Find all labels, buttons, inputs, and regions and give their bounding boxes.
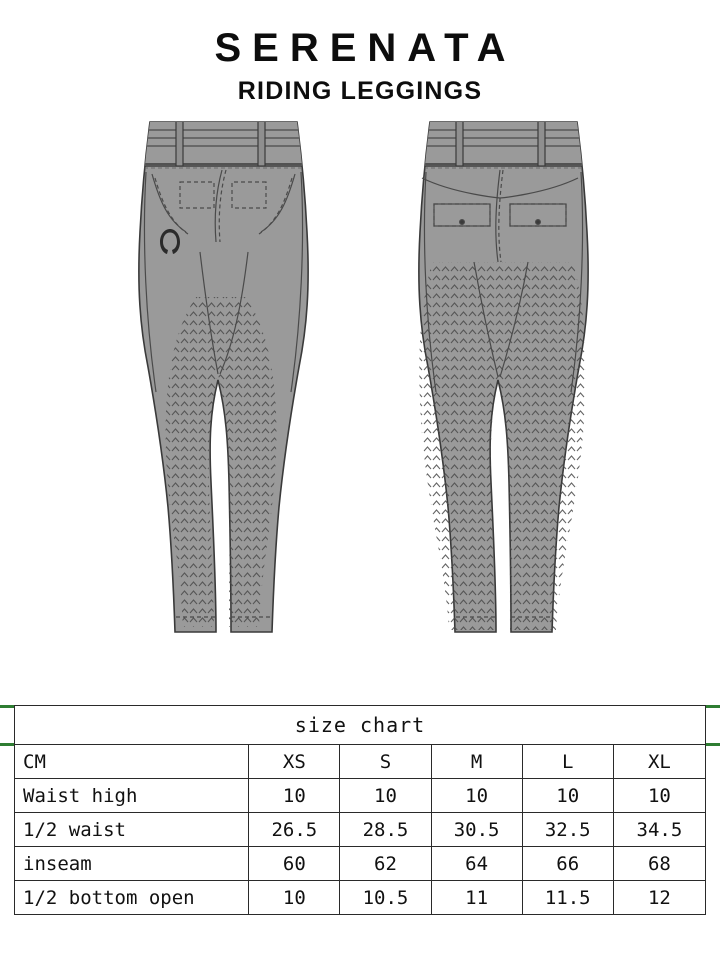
table-row [15, 847, 706, 881]
cell-bottom-open-xs: 10 [249, 881, 340, 915]
cell-inseam-xl: 68 [613, 847, 705, 881]
table-row [15, 779, 706, 813]
measure-label-inseam: inseam [15, 847, 249, 881]
size-header-xs: XS [249, 745, 340, 779]
accent-mark-top-right [706, 705, 720, 708]
size-header-s: S [340, 745, 431, 779]
cell-waist-high-m: 10 [431, 779, 522, 813]
size-chart [14, 705, 706, 915]
measure-label-half-bottom-open: 1/2 bottom open [15, 881, 249, 915]
cell-half-waist-xl: 34.5 [613, 813, 705, 847]
measure-label-half-waist: 1/2 waist [15, 813, 249, 847]
cell-bottom-open-xl: 12 [613, 881, 705, 915]
cell-half-waist-xs: 26.5 [249, 813, 340, 847]
cell-bottom-open-l: 11.5 [522, 881, 613, 915]
product-illustration [0, 112, 720, 672]
leggings-back-view [410, 118, 600, 637]
cell-half-waist-m: 30.5 [431, 813, 522, 847]
brand-title: SERENATA [214, 26, 517, 70]
cell-waist-high-xl: 10 [613, 779, 705, 813]
size-chart-title-row [15, 706, 706, 745]
cell-half-waist-l: 32.5 [522, 813, 613, 847]
unit-header: CM [15, 745, 249, 779]
cell-inseam-l: 66 [522, 847, 613, 881]
cell-inseam-s: 62 [340, 847, 431, 881]
cell-bottom-open-m: 11 [431, 881, 522, 915]
accent-mark-top-left [0, 705, 14, 708]
size-header-l: L [522, 745, 613, 779]
size-chart-title: size chart [15, 706, 706, 745]
cell-waist-high-xs: 10 [249, 779, 340, 813]
page-header [0, 0, 720, 106]
cell-inseam-m: 64 [431, 847, 522, 881]
cell-waist-high-s: 10 [340, 779, 431, 813]
product-subtitle: RIDING LEGGINGS [237, 77, 483, 105]
table-row [15, 813, 706, 847]
cell-inseam-xs: 60 [249, 847, 340, 881]
cell-waist-high-l: 10 [522, 779, 613, 813]
size-header-m: M [431, 745, 522, 779]
table-row [15, 881, 706, 915]
leggings-front-view [130, 118, 310, 637]
size-chart-table [14, 705, 706, 915]
measure-label-waist-high: Waist high [15, 779, 249, 813]
size-chart-header-row [15, 745, 706, 779]
accent-mark-second-right [706, 743, 720, 746]
size-header-xl: XL [613, 745, 705, 779]
accent-mark-second-left [0, 743, 14, 746]
cell-bottom-open-s: 10.5 [340, 881, 431, 915]
cell-half-waist-s: 28.5 [340, 813, 431, 847]
